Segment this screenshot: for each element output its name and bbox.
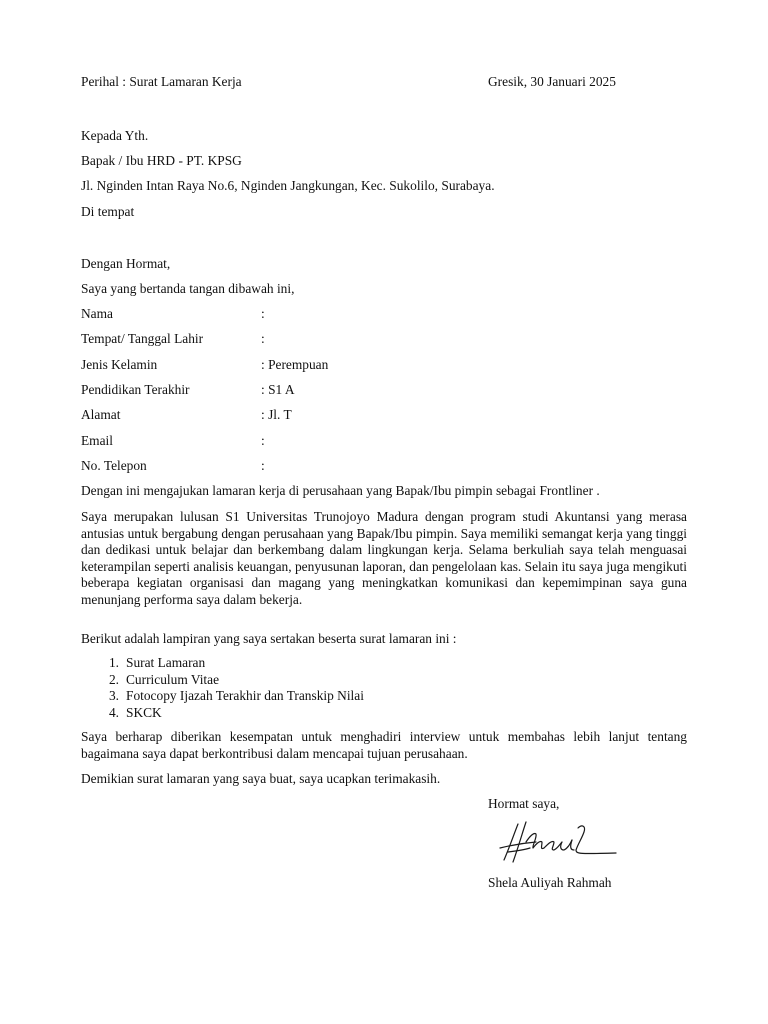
letter-place-date: Gresik, 30 Januari 2025	[488, 74, 616, 89]
list-item-text: Curriculum Vitae	[126, 671, 220, 687]
sign-off: Hormat saya,	[488, 796, 560, 811]
list-item-number: 1.	[108, 655, 119, 670]
field-label-address: Alamat	[81, 407, 121, 422]
field-value-gender: : Perempuan	[261, 357, 329, 372]
signature-icon	[496, 818, 620, 866]
greeting: Dengan Hormat,	[81, 256, 171, 271]
field-value-ttl: :	[261, 331, 265, 346]
field-label-nama: Nama	[81, 306, 113, 321]
body-paragraph: Saya merupakan lulusan S1 Universitas Trunojoyo Madura dengan program studi Akuntansi yang merasa antusias untuk bergabung dengan perusahaan yang Bapak/Ibu pimpin. Saya memiliki semangat kerja yang tinggi dan dedikasi untuk belajar dan berkembang dalam lingkungan kerja. Selama berkuliah saya telah menguasai keterampilan seperti analisis keuangan, penyusunan laporan, dan pengelolaan kas. Selain itu saya juga mengikuti beberapa kegiatan organisasi dan magang yang meningkatkan komunikasi dan kepemimpinan saya guna menunjang performa saya dalam bekerja.	[81, 509, 687, 607]
list-item-text: SKCK	[126, 704, 162, 720]
list-item-number: 4.	[108, 704, 119, 720]
field-label-phone: No. Telepon	[81, 458, 147, 473]
list-item-text: Surat Lamaran	[126, 655, 206, 670]
field-label-ttl: Tempat/ Tanggal Lahir	[81, 331, 204, 346]
field-value-phone: :	[261, 458, 265, 473]
list-item-number: 3.	[108, 688, 119, 704]
application-statement: Dengan ini mengajukan lamaran kerja di perusahaan yang Bapak/Ibu pimpin sebagai Frontliner .	[81, 483, 600, 498]
field-label-education: Pendidikan Terakhir	[81, 382, 190, 397]
closing-sentence: Demikian surat lamaran yang saya buat, saya ucapkan terimakasih.	[81, 771, 441, 786]
field-value-nama: :	[261, 306, 265, 321]
field-value-email: :	[261, 433, 265, 448]
field-label-email: Email	[81, 433, 113, 448]
recipient-line-1: Kepada Yth.	[81, 128, 149, 143]
list-item-text: Fotocopy Ijazah Terakhir dan Transkip Nilai	[126, 688, 364, 704]
recipient-line-4: Di tempat	[81, 204, 135, 219]
field-value-education: : S1 A	[261, 382, 295, 397]
field-value-address: : Jl. T	[261, 407, 292, 422]
intro-line: Saya yang bertanda tangan dibawah ini,	[81, 281, 295, 296]
recipient-line-3: Jl. Nginden Intan Raya No.6, Nginden Jangkungan, Kec. Sukolilo, Surabaya.	[81, 178, 495, 193]
letter-subject: Perihal : Surat Lamaran Kerja	[81, 74, 242, 89]
signer-name: Shela Auliyah Rahmah	[488, 875, 612, 890]
list-item-number: 2.	[108, 671, 119, 687]
recipient-line-2: Bapak / Ibu HRD - PT. KPSG	[81, 153, 242, 168]
field-label-gender: Jenis Kelamin	[81, 357, 158, 372]
hope-paragraph: Saya berharap diberikan kesempatan untuk menghadiri interview untuk membahas lebih lanjut tentang bagaimana saya dapat berkontribusi dalam mencapai tujuan perusahaan.	[81, 729, 687, 761]
attachments-intro: Berikut adalah lampiran yang saya sertakan beserta surat lamaran ini :	[81, 631, 457, 646]
